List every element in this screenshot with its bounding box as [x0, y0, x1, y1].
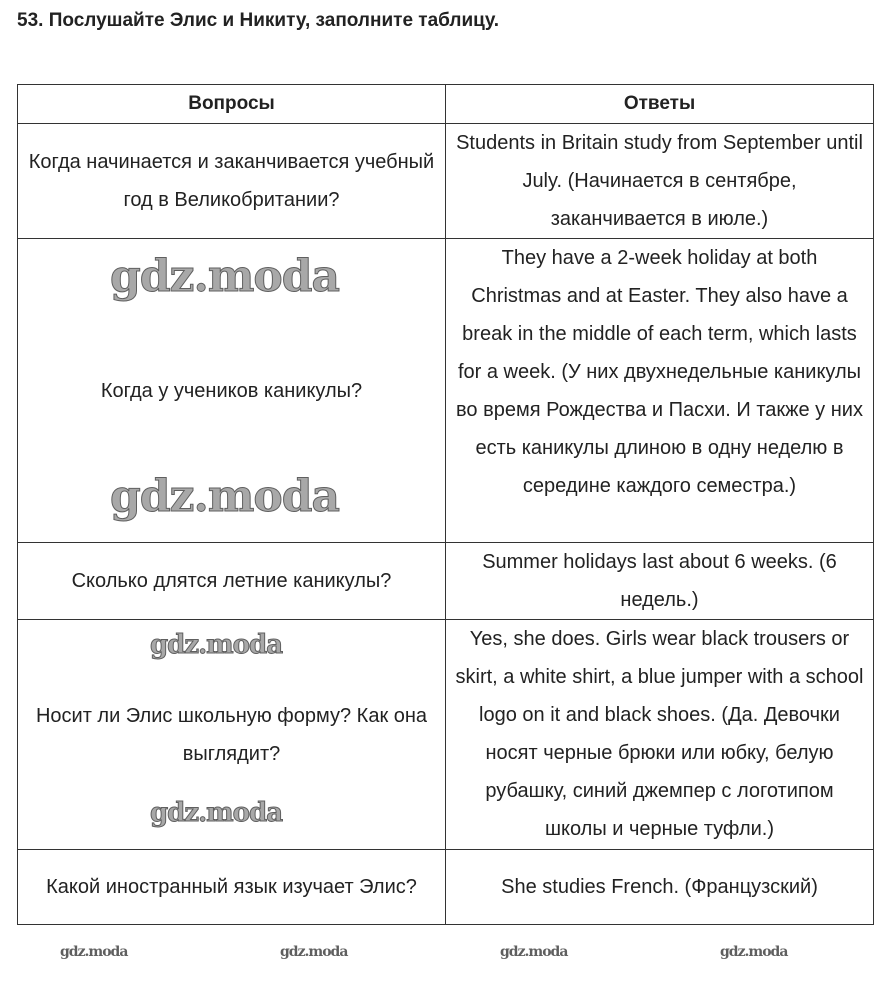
- answer-cell: Yes, she does. Girls wear black trousers or skirt, a white shirt, a blue jumper with a school logo on it and black shoes. (Да. Девочки носят черные брюки или юбку, белую рубашку, синий джемпер с логотипом школы и черные туфли.): [446, 620, 874, 850]
- answer-cell: Summer holidays last about 6 weeks. (6 недель.): [446, 543, 874, 620]
- question-cell: Сколько длятся летние каникулы?: [18, 543, 446, 620]
- watermark: gdz.moda: [280, 944, 348, 960]
- table-row: [18, 620, 874, 850]
- header-answers: Ответы: [446, 85, 874, 124]
- answer-cell: They have a 2-week holiday at both Christmas and at Easter. They also have a break in the middle of each term, which lasts for a week. (У них двухнедельные каникулы во время Рождества и Пасхи. И также у них есть каникулы длиною в одну неделю в середине каждого семестра.): [446, 239, 874, 543]
- watermark: gdz.moda: [60, 944, 128, 960]
- question-cell: Когда у учеников каникулы?: [18, 239, 446, 543]
- watermark: gdz.moda: [500, 944, 568, 960]
- question-cell: Когда начинается и заканчивается учебный год в Великобритании?: [18, 124, 446, 239]
- exercise-title: 53. Послушайте Элис и Никиту, заполните таблицу.: [17, 10, 500, 31]
- answer-cell: She studies French. (Французский): [446, 850, 874, 925]
- table-row: [18, 124, 874, 239]
- answer-cell: Students in Britain study from September until July. (Начинается в сентябре, заканчивается в июле.): [446, 124, 874, 239]
- watermark: gdz.moda: [150, 630, 283, 660]
- header-questions: Вопросы: [18, 85, 446, 124]
- table-row: [18, 850, 874, 925]
- question-cell: Какой иностранный язык изучает Элис?: [18, 850, 446, 925]
- watermark: gdz.moda: [150, 798, 283, 828]
- table-header-row: [18, 85, 874, 124]
- watermark: gdz.moda: [110, 471, 340, 522]
- watermark: gdz.moda: [720, 944, 788, 960]
- answers-table: [17, 84, 874, 925]
- question-cell: Носит ли Элис школьную форму? Как она выглядит?: [18, 620, 446, 850]
- table-row: [18, 543, 874, 620]
- table-row: [18, 239, 874, 543]
- watermark: gdz.moda: [110, 251, 340, 302]
